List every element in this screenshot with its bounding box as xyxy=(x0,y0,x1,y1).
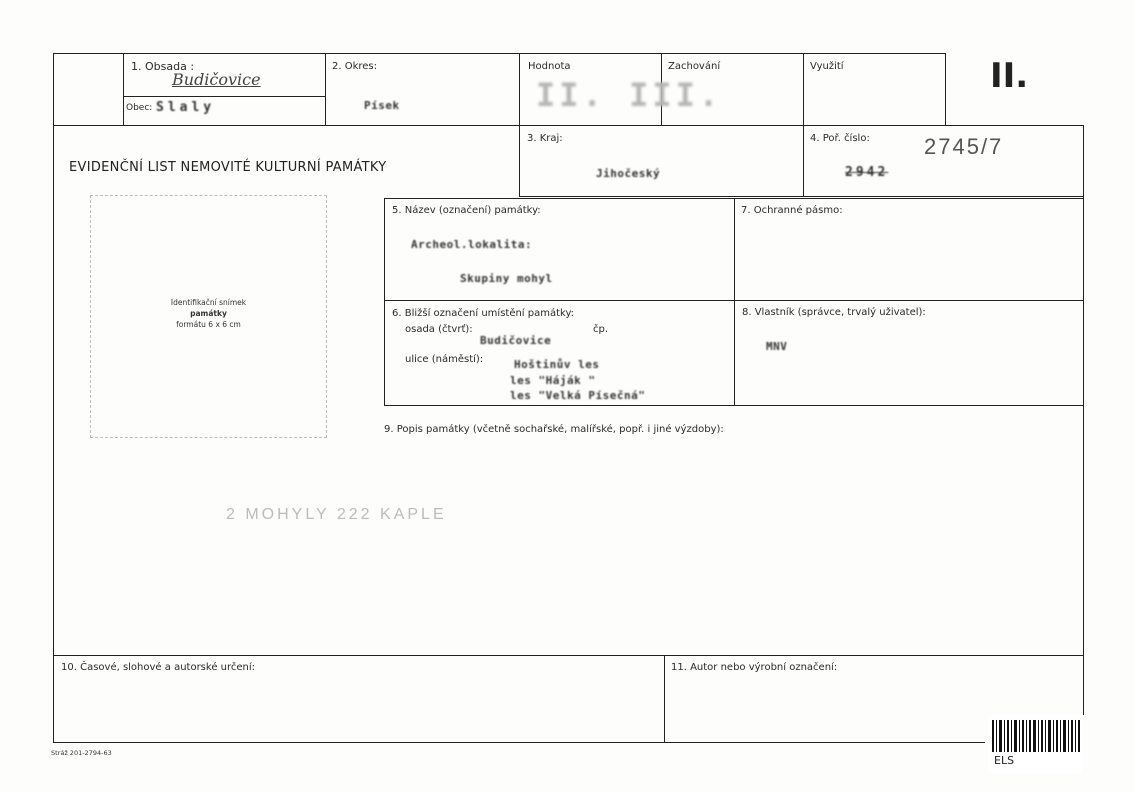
autor-label: 11. Autor nebo výrobní označení: xyxy=(671,662,838,673)
kraj-value: Jihočeský xyxy=(596,167,661,180)
divider xyxy=(384,405,1084,406)
divider xyxy=(53,655,1084,656)
obsada-label: 1. Obsada : xyxy=(131,60,195,73)
photo-caption-line1: Identifikační snímek xyxy=(170,298,247,307)
divider xyxy=(53,125,1084,126)
barcode-label xyxy=(988,714,1083,774)
zachovani-label: Zachování xyxy=(668,61,721,72)
casove-label: 10. Časové, slohové a autorské určení: xyxy=(61,662,256,673)
divider xyxy=(123,96,325,97)
ochranne-label: 7. Ochranné pásmo: xyxy=(741,205,843,216)
ulice-label: ulice (náměstí): xyxy=(405,354,484,365)
form-border-left xyxy=(53,53,54,743)
por-cislo-handwritten: 2745/7 xyxy=(924,134,1004,159)
por-cislo-label: 4. Poř. číslo: xyxy=(810,133,870,144)
divider xyxy=(325,53,326,125)
barcode-text: ELS xyxy=(994,754,1015,767)
okres-value: Písek xyxy=(364,99,400,112)
ulice-line2: les "Háják " xyxy=(510,374,596,387)
form-border-bottom xyxy=(53,742,985,743)
divider xyxy=(384,198,385,405)
print-code: Stráž 201-2794-63 xyxy=(51,749,112,757)
divider xyxy=(734,198,735,405)
divider xyxy=(945,53,946,125)
hodnota-label: Hodnota xyxy=(528,61,571,72)
cp-label: čp. xyxy=(593,324,609,335)
vlastnik-value: MNV xyxy=(766,340,788,353)
roman-numeral-mark: II. xyxy=(990,56,1029,96)
form-border-top xyxy=(53,53,946,54)
nazev-line2: Skupiny mohyl xyxy=(460,272,553,285)
popis-faint-text: 2 MOHYLY 222 KAPLE xyxy=(226,506,447,523)
nazev-label: 5. Název (označení) památky: xyxy=(392,205,541,216)
vyuziti-label: Využití xyxy=(810,61,844,72)
ulice-line3: les "Velká Písečná" xyxy=(510,389,646,402)
divider xyxy=(664,655,665,743)
hodnota-value: II. III. xyxy=(536,76,723,114)
form-title: EVIDENČNÍ LIST NEMOVITÉ KULTURNÍ PAMÁTKY xyxy=(69,160,387,175)
popis-label: 9. Popis památky (včetně sochařské, malířské, popř. i jiné výzdoby): xyxy=(384,424,724,435)
photo-caption-line3: formátu 6 x 6 cm xyxy=(176,320,241,329)
ulice-line1: Hoštinův les xyxy=(514,358,600,371)
photo-caption-line2: památky xyxy=(190,309,227,318)
form-border-right xyxy=(1083,125,1084,715)
divider xyxy=(384,300,1084,301)
por-cislo-value: 2942 xyxy=(845,165,889,180)
obec-label: Obec: xyxy=(126,103,153,113)
photo-caption xyxy=(90,297,327,330)
vlastnik-label: 8. Vlastník (správce, trvalý uživatel): xyxy=(742,307,926,318)
obsada-value: Budičovice xyxy=(172,70,261,89)
nazev-line1: Archeol.lokalita: xyxy=(411,238,533,251)
osada-label: osada (čtvrť): xyxy=(405,324,473,335)
okres-label: 2. Okres: xyxy=(332,61,378,72)
umisteni-label: 6. Bližší označení umístění památky: xyxy=(392,308,575,319)
osada-value: Budičovice xyxy=(480,334,552,347)
divider xyxy=(123,53,124,125)
kraj-label: 3. Kraj: xyxy=(527,133,563,144)
divider xyxy=(519,196,1084,197)
obec-value: Slaly xyxy=(156,100,216,115)
